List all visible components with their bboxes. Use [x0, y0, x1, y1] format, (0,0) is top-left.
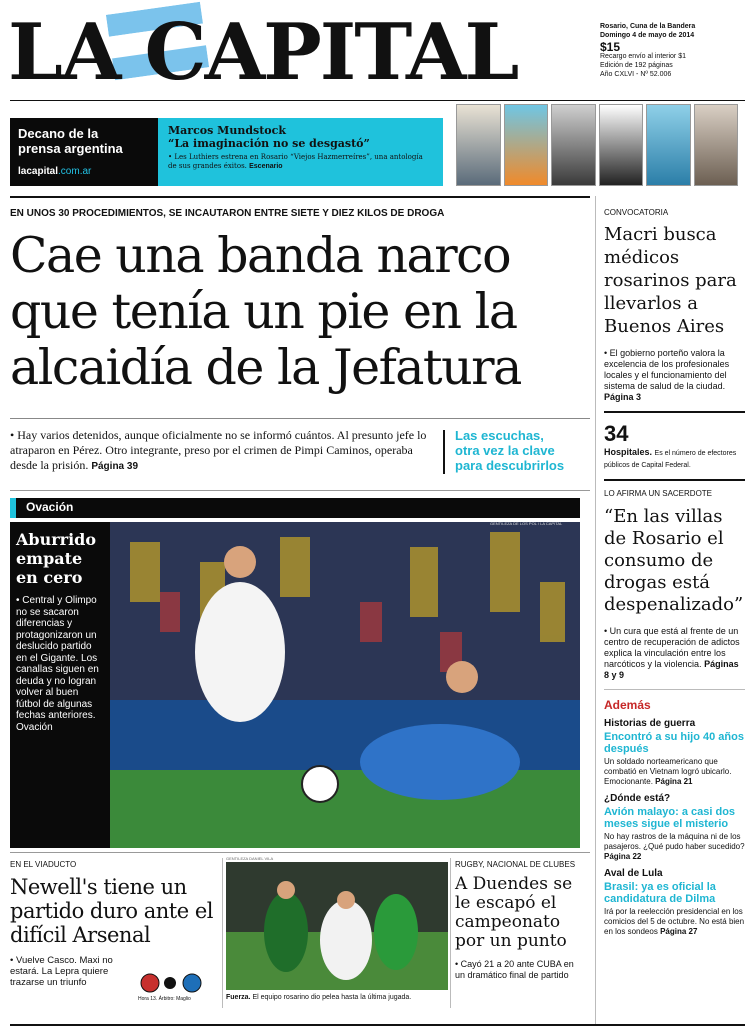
lead-headline[interactable]: Cae una banda narco que tenía un pie en la alcaidía de la Jefatura: [10, 227, 521, 396]
story-headline[interactable]: “En las villas de Rosario el consumo de drogas está despenalizado”: [604, 506, 744, 615]
magazine-thumbnail[interactable]: [456, 104, 501, 186]
stat-box: [604, 421, 745, 447]
lead-kicker: EN UNOS 30 PROCEDIMIENTOS, SE INCAUTARON ENTRE SIETE Y DIEZ KILOS DE DROGA: [10, 208, 445, 219]
magazine-thumbnail[interactable]: [551, 104, 596, 186]
bottom-left-story[interactable]: [10, 860, 220, 1002]
promo-name: Marcos Mundstock: [168, 124, 286, 137]
story-headline: Newell's tiene un partido duro ante el difícil Arsenal: [10, 875, 213, 947]
ovacion-section-bar: [10, 498, 580, 518]
photo-credit: GENTILEZA DE LOS POL / LA CAPITAL: [490, 521, 563, 526]
magazine-thumbnail[interactable]: [599, 104, 644, 186]
story-body: • Cayó 21 a 20 ante CUBA en un dramático final de partido: [455, 959, 574, 980]
promo-box[interactable]: [158, 118, 443, 186]
ademas-heading: Además: [604, 698, 651, 712]
photo-credit: GENTILEZA DANIEL VILA: [226, 856, 274, 861]
promo-desc: • Les Luthiers estrena en Rosario “Viejos Hazmerreíres”, una antología de sus grandes éxitos. Escenario: [168, 153, 423, 170]
rugby-photo: [226, 862, 448, 990]
story-kicker: EN EL VIADUCTO: [10, 860, 77, 869]
magazine-thumbnail[interactable]: [504, 104, 549, 186]
magazine-thumbnails: [456, 104, 738, 186]
magazine-thumbnail[interactable]: [646, 104, 691, 186]
ovacion-story[interactable]: [10, 522, 110, 848]
story-meta: Hora 13. Árbitro: Maglio: [138, 996, 191, 1002]
lead-page: Página 39: [91, 461, 139, 472]
bottom-right-story[interactable]: [455, 860, 585, 981]
masthead-fine-print: Edición de 192 páginas: [600, 62, 673, 69]
story-headline[interactable]: Macri busca médicos rosarinos para llevarlos a Buenos Aires: [604, 224, 737, 337]
soccer-photo: [110, 522, 580, 848]
story-kicker: LO AFIRMA UN SACERDOTE: [604, 489, 713, 498]
masthead-title: LA CAPITAL: [8, 7, 518, 98]
masthead-info: [600, 22, 745, 79]
ovacion-body: • Central y Olimpo no se sacaron diferencias y protagonizaron un deslucido partido en el Gigante. Los canallas siguen en deuda y no logran volver al buen fútbol de algunas fechas anteriores. Ovación: [16, 595, 99, 733]
decano-line: Decano de la: [18, 126, 99, 141]
story-body: • Vuelve Casco. Maxi no estará. La Lepra quiere trazarse un triunfo: [10, 955, 113, 988]
ovacion-headline: Aburrido empate en cero: [16, 530, 97, 587]
team-shields-icon: [140, 972, 220, 994]
stat-desc: Hospitales. Es el número de efectores públicos de Capital Federal.: [604, 447, 737, 469]
masthead-price: $15: [600, 40, 621, 54]
masthead-date: Domingo 4 de mayo de 2014: [600, 32, 695, 39]
promo-quote: “La imaginación no se desgastó”: [168, 137, 370, 150]
photo-caption: Fuerza. El equipo rosarino dio pelea hasta la última jugada.: [226, 994, 412, 1001]
stat-number: 34: [604, 421, 629, 446]
decano-line: prensa argentina: [18, 141, 123, 156]
divider: [443, 430, 445, 474]
story-kicker: CONVOCATORIA: [604, 208, 669, 217]
story-body: • El gobierno porteño valora la excelencia de los profesionales locales y el funcionamiento del sistema de salud de la ciudad. Página 3: [604, 348, 730, 402]
right-column: [595, 196, 745, 1026]
decano-box: [10, 118, 158, 186]
masthead-fine-print: Año CXLVI - Nº 52.006: [600, 71, 672, 78]
story-kicker: RUGBY, NACIONAL DE CLUBES: [455, 860, 576, 869]
ademas-item[interactable]: Aval de Lula Brasil: ya es oficial la candidatura de Dilma Irá por la reelección presidencial en los comicios del 5 de octubre. No está bien en los sondeos Página 27: [604, 868, 745, 936]
ademas-item[interactable]: ¿Dónde está? Avión malayo: a casi dos meses sigue el misterio No hay rastros de la máquina ni de los pasajeros. ¿Qué pudo haber sucedido? Página 22: [604, 793, 745, 861]
story-headline: A Duendes se le escapó el campeonato por un punto: [455, 874, 573, 951]
lead-side-link[interactable]: Las escuchas, otra vez la clave para descubrirlos: [455, 428, 565, 473]
site-link[interactable]: lacapital.com.ar: [18, 166, 92, 177]
section-label: Ovación: [26, 500, 74, 514]
story-body: • Un cura que está al frente de un centro de recuperación de adictos explica la vinculación entre los narcóticos y la violencia. Páginas 8 y 9: [604, 626, 740, 680]
masthead-location: Rosario, Cuna de la Bandera: [600, 23, 696, 30]
ademas-item[interactable]: Historias de guerra Encontró a su hijo 40 años después Un soldado norteamericano que combatió en Vietnam logró ubicarlo. Emocionante. Página 21: [604, 718, 744, 786]
masthead-fine-print: Recargo envío al interior $1: [600, 53, 686, 60]
magazine-thumbnail[interactable]: [694, 104, 739, 186]
lead-body: • Hay varios detenidos, aunque oficialmente no se informó cuántos. Al presunto jefe lo atraparon en Pérez. Otro integrante, preso por el crimen de Pimpi Caminos, operaba desde la prisión. Página 39: [10, 428, 427, 472]
